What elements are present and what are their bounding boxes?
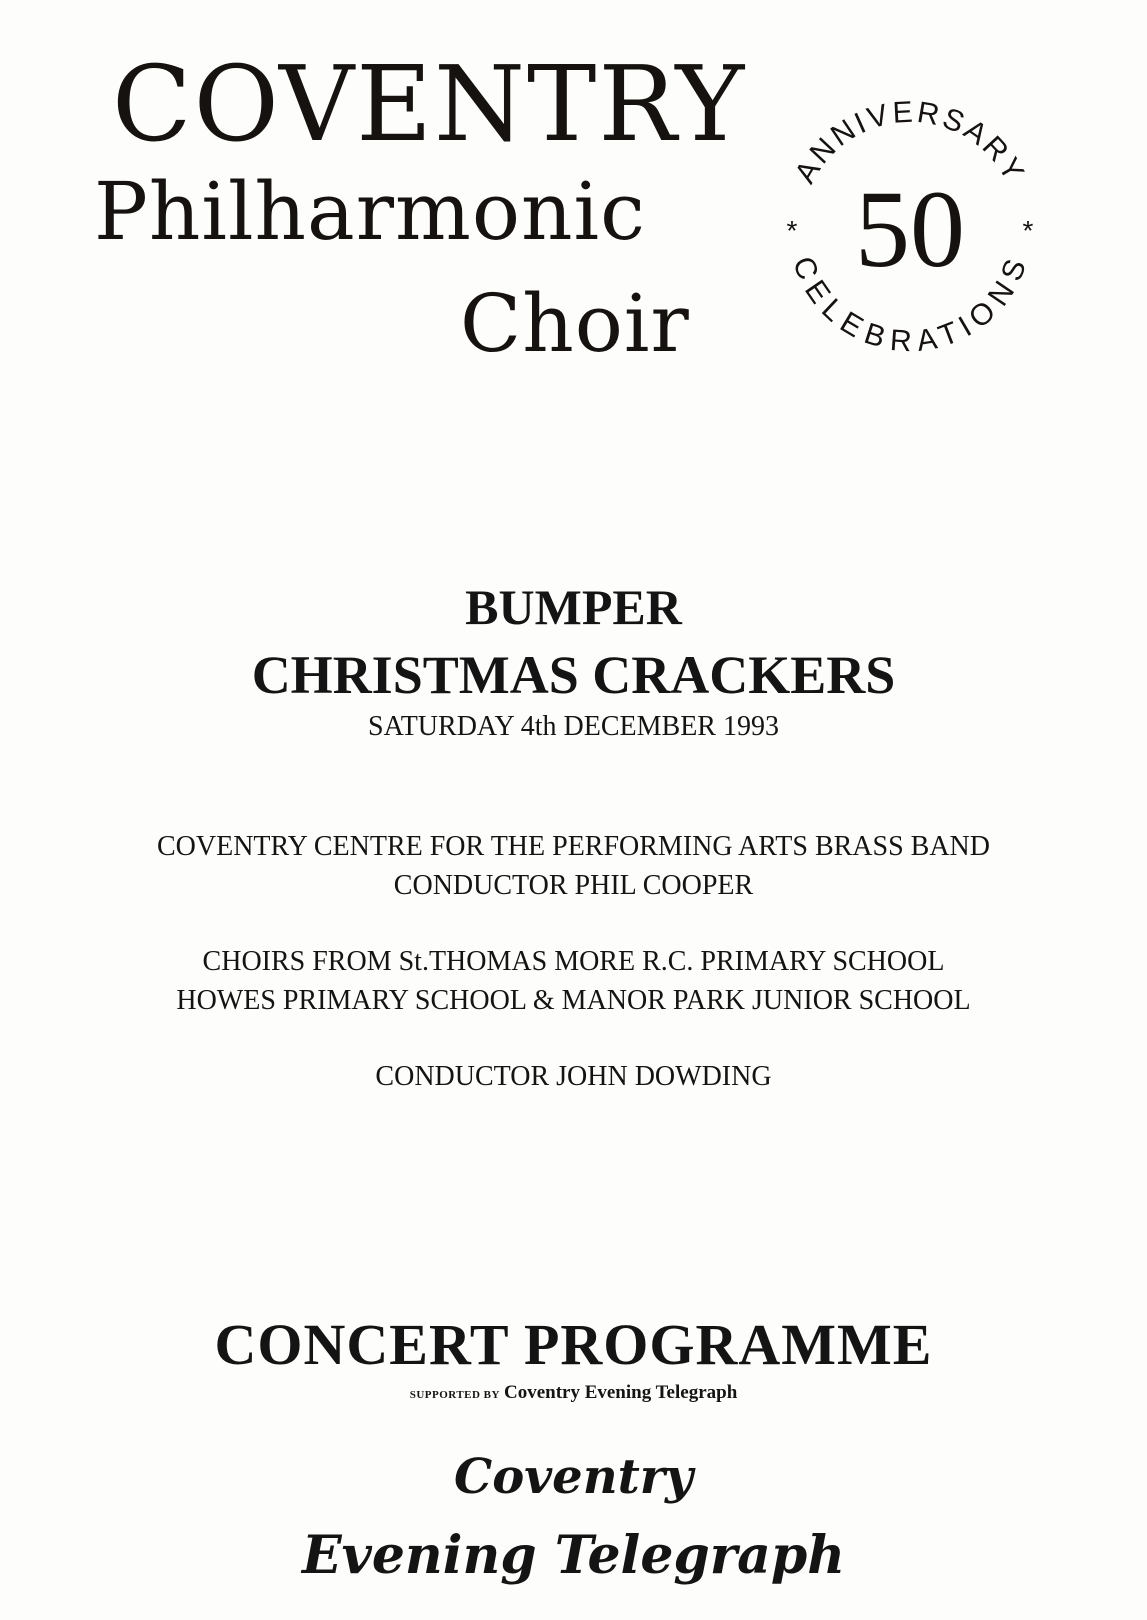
- anniversary-badge: [770, 80, 1050, 360]
- brass-band-name: COVENTRY CENTRE FOR THE PERFORMING ARTS BRASS BAND: [156, 831, 990, 862]
- badge-star-left: *: [786, 215, 798, 246]
- event-title-line1: BUMPER: [465, 579, 682, 635]
- supported-by-line: [0, 1383, 1147, 1402]
- title-coventry: COVENTRY: [112, 43, 747, 165]
- supported-by-name: Coventry Evening Telegraph: [503, 1382, 738, 1403]
- choirs-line1: CHOIRS FROM St.THOMAS MORE R.C. PRIMARY SCHOOL: [202, 946, 945, 977]
- choir-conductor: CONDUCTOR JOHN DOWDING: [375, 1061, 772, 1092]
- band-conductor: CONDUCTOR PHIL COOPER: [393, 870, 754, 901]
- supported-by-prefix: SUPPORTED BY: [409, 1389, 500, 1401]
- choirs-line2: HOWES PRIMARY SCHOOL & MANOR PARK JUNIOR SCHOOL: [176, 985, 971, 1016]
- concert-programme-heading: CONCERT PROGRAMME: [214, 1312, 933, 1377]
- event-date: SATURDAY 4th DECEMBER 1993: [368, 711, 779, 742]
- badge-star-right: *: [1022, 215, 1034, 246]
- title-choir: Choir: [460, 277, 690, 370]
- sponsor-logo-line2: Evening Telegraph: [301, 1525, 846, 1586]
- badge-number: 50: [855, 168, 965, 290]
- badge-top-arc: ANNIVERSARY: [788, 95, 1032, 189]
- event-title-line2: CHRISTMAS CRACKERS: [251, 645, 896, 705]
- sponsor-logo-line1: Coventry: [454, 1449, 693, 1505]
- title-philharmonic: Philharmonic: [94, 165, 646, 258]
- badge-bottom-arc: CELEBRATIONS: [786, 252, 1034, 359]
